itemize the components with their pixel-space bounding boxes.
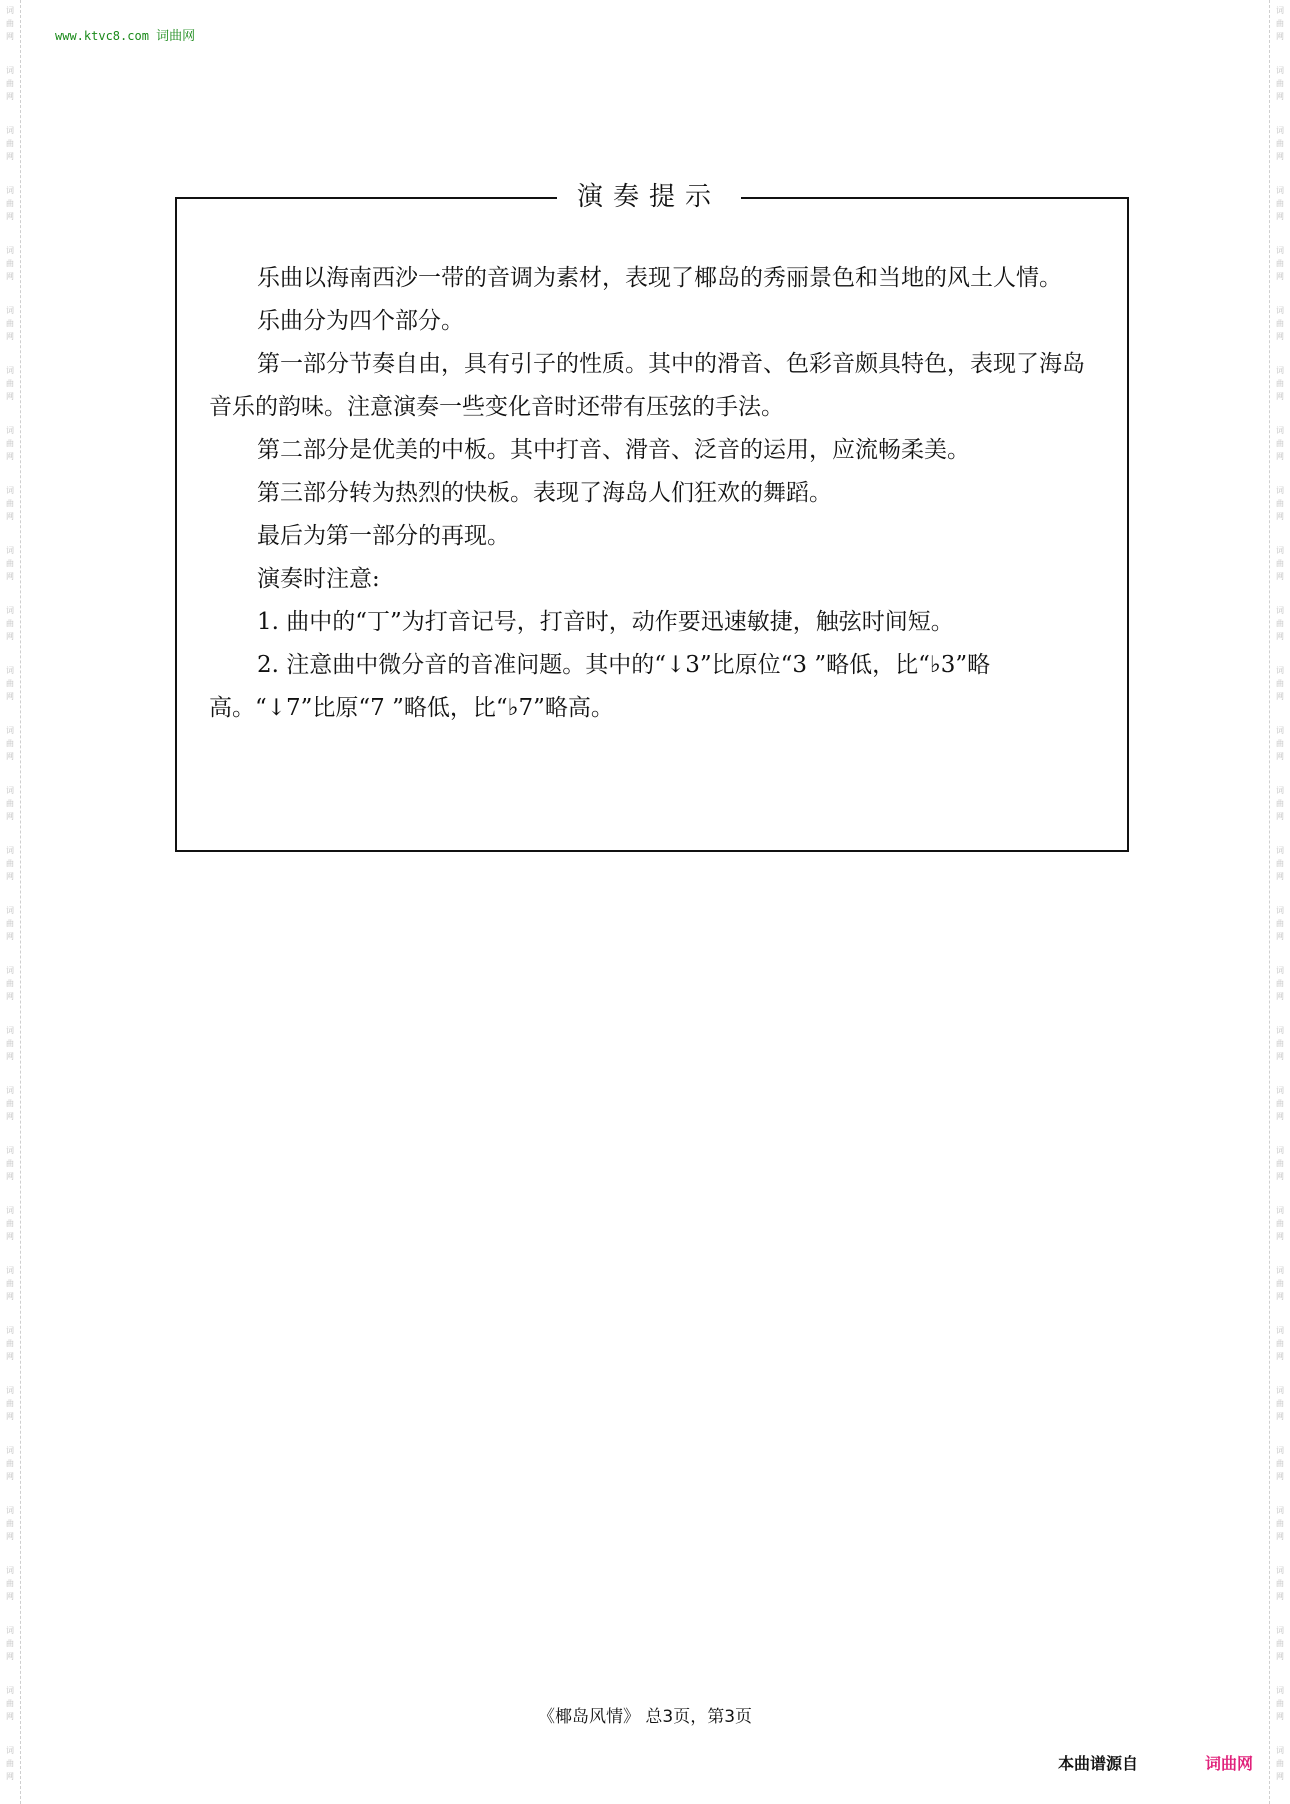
note-paragraph: 最后为第一部分的再现。 [257, 523, 510, 549]
watermark-mark: 词 曲 网 [1276, 306, 1284, 341]
watermark-mark: 词 曲 网 [6, 606, 14, 641]
watermark-mark: 词 曲 网 [1276, 1086, 1284, 1121]
watermark-mark: 词 曲 网 [6, 1266, 14, 1301]
watermark-mark: 词 曲 网 [1276, 1746, 1284, 1781]
site-header [55, 25, 195, 44]
watermark-mark: 词 曲 网 [1276, 426, 1284, 461]
performance-notes-panel [175, 182, 1129, 852]
note-paragraph: 乐曲以海南西沙一带的音调为素材，表现了椰岛的秀丽景色和当地的风土人情。 [257, 265, 1062, 291]
panel-title: 演奏提示 [557, 180, 741, 214]
note-list-item: 1. 曲中的“丁”为打音记号，打音时，动作要迅速敏捷，触弦时间短。 [257, 609, 954, 635]
watermark-mark: 词 曲 网 [6, 486, 14, 521]
watermark-mark: 词 曲 网 [6, 126, 14, 161]
watermark-mark: 词 曲 网 [1276, 846, 1284, 881]
watermark-mark: 词 曲 网 [6, 1326, 14, 1361]
watermark-mark: 词 曲 网 [6, 546, 14, 581]
watermark-mark: 词 曲 网 [1276, 486, 1284, 521]
note-paragraph: 第二部分是优美的中板。其中打音、滑音、泛音的运用，应流畅柔美。 [257, 437, 970, 463]
watermark-mark: 词 曲 网 [6, 66, 14, 101]
watermark-mark: 词 曲 网 [6, 6, 14, 41]
watermark-mark: 词 曲 网 [6, 1446, 14, 1481]
watermark-mark: 词 曲 网 [1276, 1026, 1284, 1061]
watermark-mark: 词 曲 网 [1276, 246, 1284, 281]
watermark-mark: 词 曲 网 [6, 426, 14, 461]
panel-body [209, 257, 1089, 730]
site-name[interactable]: 词曲网 [156, 29, 196, 44]
watermark-mark: 词 曲 网 [1276, 66, 1284, 101]
right-watermark-strip [1269, 0, 1290, 1804]
page-footer: 《椰岛风情》 总3页，第3页 [537, 1707, 753, 1727]
watermark-mark: 词 曲 网 [6, 906, 14, 941]
watermark-mark: 词 曲 网 [6, 1746, 14, 1781]
watermark-mark: 词 曲 网 [1276, 1566, 1284, 1601]
watermark-mark: 词 曲 网 [1276, 1446, 1284, 1481]
watermark-mark: 词 曲 网 [1276, 6, 1284, 41]
left-watermark-strip [0, 0, 21, 1804]
watermark-mark: 词 曲 网 [1276, 1266, 1284, 1301]
watermark-mark: 词 曲 网 [6, 1086, 14, 1121]
watermark-mark: 词 曲 网 [6, 1626, 14, 1661]
watermark-mark: 词 曲 网 [1276, 966, 1284, 1001]
note-paragraph: 演奏时注意: [257, 566, 380, 592]
watermark-mark: 词 曲 网 [6, 1386, 14, 1421]
watermark-mark: 词 曲 网 [6, 846, 14, 881]
watermark-mark: 词 曲 网 [1276, 1626, 1284, 1661]
watermark-mark: 词 曲 网 [1276, 546, 1284, 581]
watermark-mark: 词 曲 网 [6, 246, 14, 281]
note-list-item: 2. 注意曲中微分音的音准问题。其中的“↓3”比原位“3 ”略低，比“♭3”略高。“↓7”比原“7 ”略低，比“♭7”略高。 [209, 652, 991, 721]
watermark-mark: 词 曲 网 [6, 366, 14, 401]
watermark-mark: 词 曲 网 [6, 1146, 14, 1181]
source-site-link[interactable]: 词曲网 [1205, 1754, 1254, 1773]
watermark-mark: 词 曲 网 [6, 726, 14, 761]
watermark-mark: 词 曲 网 [1276, 1206, 1284, 1241]
watermark-mark: 词 曲 网 [1276, 1146, 1284, 1181]
watermark-mark: 词 曲 网 [6, 1686, 14, 1721]
watermark-mark: 词 曲 网 [1276, 1326, 1284, 1361]
watermark-mark: 词 曲 网 [6, 1566, 14, 1601]
watermark-mark: 词 曲 网 [1276, 906, 1284, 941]
watermark-mark: 词 曲 网 [1276, 1686, 1284, 1721]
site-url[interactable]: www.ktvc8.com [55, 29, 149, 43]
watermark-mark: 词 曲 网 [1276, 366, 1284, 401]
watermark-mark: 词 曲 网 [1276, 666, 1284, 701]
watermark-mark: 词 曲 网 [6, 1026, 14, 1061]
watermark-mark: 词 曲 网 [1276, 126, 1284, 161]
watermark-mark: 词 曲 网 [6, 306, 14, 341]
watermark-mark: 词 曲 网 [6, 666, 14, 701]
watermark-mark: 词 曲 网 [1276, 186, 1284, 221]
note-paragraph: 第三部分转为热烈的快板。表现了海岛人们狂欢的舞蹈。 [257, 480, 832, 506]
watermark-mark: 词 曲 网 [6, 966, 14, 1001]
watermark-mark: 词 曲 网 [1276, 1386, 1284, 1421]
watermark-mark: 词 曲 网 [6, 1506, 14, 1541]
note-paragraph: 第一部分节奏自由，具有引子的性质。其中的滑音、色彩音颇具特色，表现了海岛音乐的韵味。注意演奏一些变化音时还带有压弦的手法。 [209, 351, 1085, 420]
watermark-mark: 词 曲 网 [1276, 726, 1284, 761]
watermark-mark: 词 曲 网 [6, 1206, 14, 1241]
watermark-mark: 词 曲 网 [1276, 786, 1284, 821]
watermark-mark: 词 曲 网 [1276, 1506, 1284, 1541]
source-label: 本曲谱源自 [1058, 1754, 1139, 1773]
note-paragraph: 乐曲分为四个部分。 [257, 308, 464, 334]
watermark-mark: 词 曲 网 [1276, 606, 1284, 641]
watermark-mark: 词 曲 网 [6, 786, 14, 821]
watermark-mark: 词 曲 网 [6, 186, 14, 221]
